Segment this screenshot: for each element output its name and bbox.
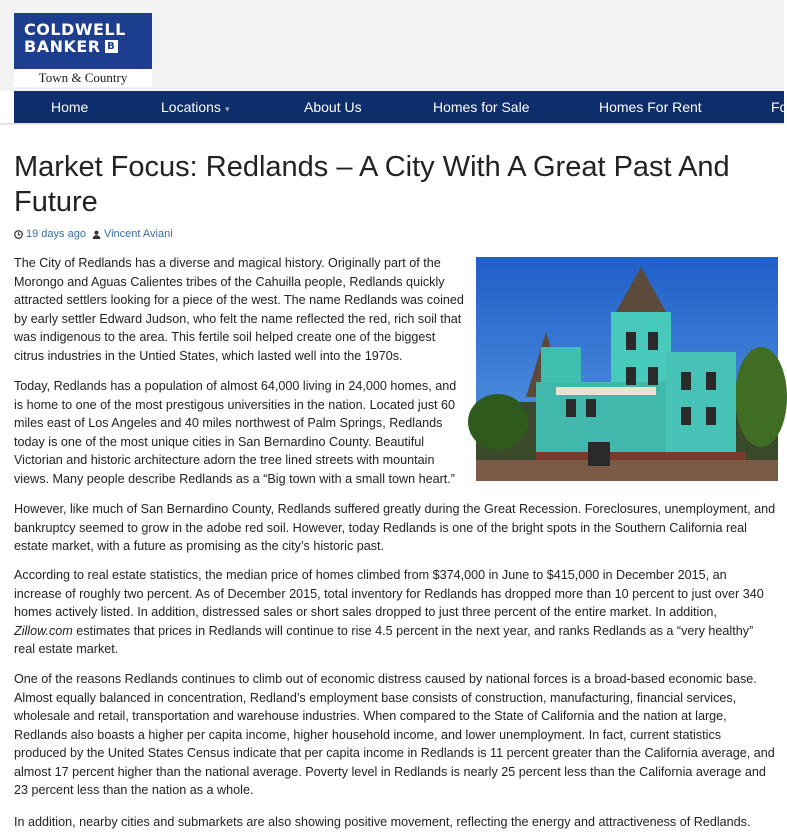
chevron-down-icon: ▾ bbox=[224, 104, 230, 114]
nav-home[interactable]: Home bbox=[51, 99, 89, 115]
user-icon bbox=[92, 230, 101, 239]
zillow-link[interactable]: Zillow.com bbox=[14, 623, 73, 638]
logo-line-1: COLDWELL bbox=[24, 20, 126, 39]
article-paragraph-4 bbox=[14, 566, 776, 659]
article-date[interactable]: 19 days ago bbox=[26, 228, 86, 240]
article-paragraph-4-text-a: According to real estate statistics, the median price of homes climbed from $374,000 in June to $415,000 in December 2015, an increase of roughly two percent. As of December 2015, total inventory for Redlands has dropped more than 10 percent to just over 340 homes actively listed. In addition, distressed sales or short sales dropped to just three percent of the entire market. In addition, bbox=[14, 568, 764, 619]
article-paragraph-4-text-b: estimates that prices in Redlands will continue to rise 4.5 percent in the next year, and ranks Redlands as a “very healthy” real estate market. bbox=[14, 623, 754, 656]
logo-tagline: Town & Country bbox=[14, 69, 152, 87]
clock-icon bbox=[14, 230, 23, 239]
article-author[interactable]: Vincent Aviani bbox=[103, 228, 173, 240]
coldwell-banker-logo[interactable] bbox=[14, 13, 152, 87]
main-navigation bbox=[14, 91, 787, 123]
header-divider bbox=[0, 123, 784, 125]
nav-homes-for-rent[interactable]: Homes For Rent bbox=[599, 99, 702, 115]
logo-mark-icon: B bbox=[105, 40, 118, 53]
article-title: Market Focus: Redlands – A City With A Great Past And Future bbox=[14, 151, 730, 218]
article-meta bbox=[14, 228, 173, 240]
article-paragraph-5: One of the reasons Redlands continues to climb out of economic distress caused by national forces is a broad-based economic base. Almost equally balanced in concentration, Redland’s employment base consists of construction, manufacturing, financial services, wholesale and retail, transportation and warehouse industries. When compared to the State of California and the nation at large, Redlands also boasts a higher per capita income, higher household income, and lower unemployment. In fact, current statistics produced by the United States Census indicate that per capita income in Redlands is 11 percent greater than the California average, and almost 17 percent higher than the national average. Poverty level in Redlands is nearly 25 percent less than the California average and 23 percent less than the nation as a whole. bbox=[14, 672, 775, 797]
victorian-house-photo bbox=[476, 257, 778, 481]
nav-locations-label: Locations bbox=[161, 99, 221, 115]
nav-locations[interactable] bbox=[161, 91, 229, 123]
logo-wordmark bbox=[14, 13, 152, 69]
nav-item-truncated[interactable]: Fo bbox=[771, 99, 787, 115]
nav-homes-for-sale[interactable]: Homes for Sale bbox=[433, 99, 530, 115]
article-paragraph-2: Today, Redlands has a population of almost 64,000 living in 24,000 homes, and is home to one of the most prestigous universities in the nation. Located just 60 miles east of Los Angeles and 40 miles northwest of Palm Springs, Redlands today is one of the most unique cities in San Bernardino County. Beautiful Victorian and historic architecture adorn the tree lined streets with mountain views. Many people describe Redlands as a “Big town with a small town heart.” bbox=[14, 379, 457, 486]
article-paragraph-3: However, like much of San Bernardino County, Redlands suffered greatly during the Great Recession. Foreclosures, unemployment, and bankruptcy seemed to grow in the adobe red soil. However, today Redlands is one of the bright spots in the Southern California real estate market, with a future as promising as the city’s historic past. bbox=[14, 502, 776, 553]
nav-about-us[interactable]: About Us bbox=[304, 99, 362, 115]
article-paragraph-6: In addition, nearby cities and submarkets are also showing positive movement, reflecting the energy and attractiveness of Redlands. bbox=[14, 815, 751, 829]
logo-line-2: BANKER bbox=[24, 37, 101, 56]
article-paragraph-1: The City of Redlands has a diverse and magical history. Originally part of the Morongo and Aguas Calientes tribes of the Cahuilla people, Redlands quickly attracted settlers looking for a piece of the west. The name Redlands was coined by early settler Edward Judson, who felt the name reflected the red, rich soil that was indigenous to the area. This fertile soil helped create one of the biggest citrus industries in the Untied States, which lasted well into the 1970s. bbox=[14, 256, 464, 363]
